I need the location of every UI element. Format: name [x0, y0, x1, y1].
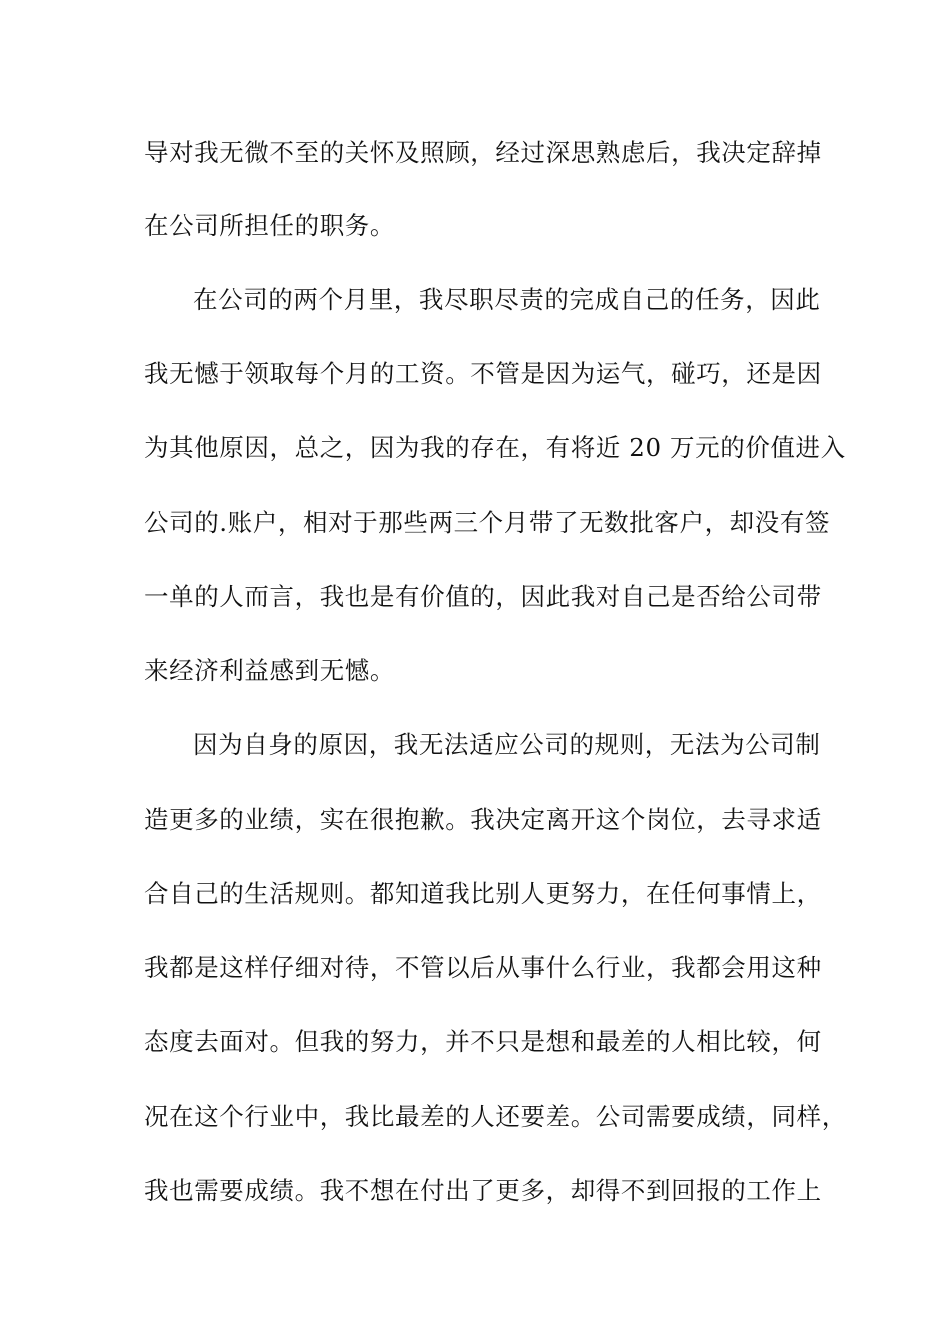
- text-line: 我无憾于领取每个月的工资。不管是因为运气，碰巧，还是因: [144, 359, 822, 388]
- text-line: 来经济利益感到无憾。: [144, 656, 395, 685]
- text-line: 态度去面对。但我的努力，并不只是想和最差的人相比较，何: [144, 1027, 822, 1056]
- text-line: 合自己的生活规则。都知道我比别人更努力，在任何事情上，: [144, 879, 822, 908]
- text-line: 在公司所担任的职务。: [144, 211, 395, 240]
- paragraph-first-line: 在公司的两个月里，我尽职尽责的完成自己的任务，因此: [193, 285, 821, 314]
- text-line: 一单的人而言，我也是有价值的，因此我对自己是否给公司带: [144, 582, 822, 611]
- text-line: 我都是这样仔细对待，不管以后从事什么行业，我都会用这种: [144, 953, 822, 982]
- text-line: 况在这个行业中，我比最差的人还要差。公司需要成绩，同样，: [144, 1102, 847, 1131]
- text-line: 我也需要成绩。我不想在付出了更多，却得不到回报的工作上: [144, 1176, 822, 1205]
- text-line: 为其他原因，总之，因为我的存在，有将近 20 万元的价值进入: [144, 433, 846, 462]
- text-line: 造更多的业绩，实在很抱歉。我决定离开这个岗位，去寻求适: [144, 805, 822, 834]
- text-line: 公司的.账户，相对于那些两三个月带了无数批客户，却没有签: [144, 508, 831, 537]
- text-line: 导对我无微不至的关怀及照顾，经过深思熟虑后，我决定辞掉: [144, 138, 822, 167]
- paragraph-first-line: 因为自身的原因，我无法适应公司的规则，无法为公司制: [193, 730, 821, 759]
